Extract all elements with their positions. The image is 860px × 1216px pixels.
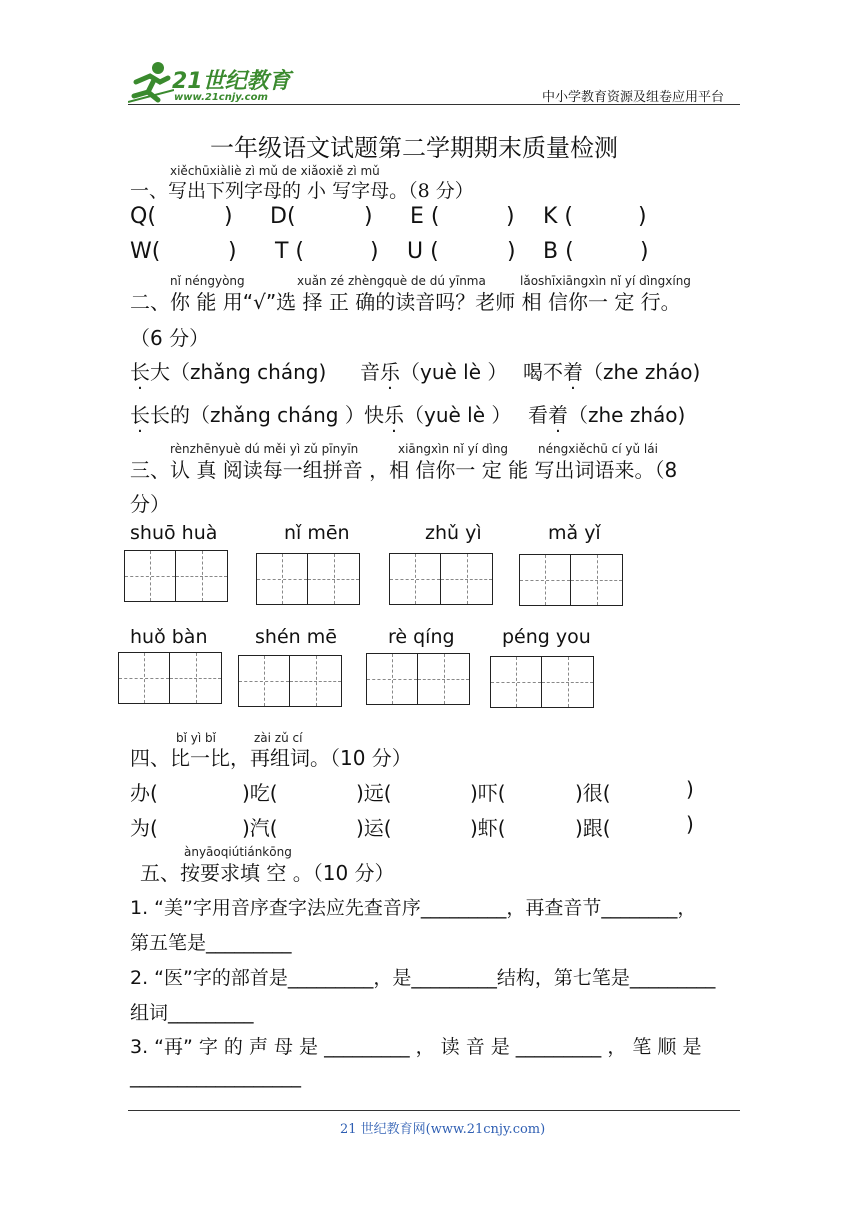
char-item: )远( (356, 781, 392, 805)
letter-label: E ( (410, 204, 440, 229)
s4-pinyin-2: zài zǔ cí (254, 731, 303, 745)
paren: ) (640, 239, 649, 264)
paren: ) (370, 239, 379, 264)
char-item: 办( (130, 781, 158, 805)
char-item: )运( (356, 816, 392, 840)
header-divider (128, 104, 740, 105)
char-item: )吃( (242, 781, 278, 805)
s2-heading: 二、你 能 用“√”选 择 正 确的读音吗？老师 相 信你一 定 行。 (130, 290, 681, 314)
s3-word-pinyin: péng you (502, 626, 591, 648)
char-item: )很( (575, 781, 611, 805)
writing-grid[interactable] (118, 652, 222, 704)
s2-points: （6 分） (130, 326, 210, 350)
writing-grid[interactable] (124, 550, 228, 602)
letter-label: Q( (130, 204, 156, 229)
paren: ) (507, 239, 516, 264)
s3-pinyin-1: rènzhēnyuè dú měi yì zǔ pīnyīn (170, 442, 359, 456)
s5-line: 1. “美”字用音序查字法应先查音序_________，再查音节________， (130, 897, 697, 919)
footer-divider (128, 1110, 740, 1111)
s3-pinyin-2: xiāngxìn nǐ yí dìng (398, 442, 509, 456)
logo-url: www.21cnjy.com (174, 92, 268, 103)
char-item: 为( (130, 816, 158, 840)
s2-item: 长长的（zhǎng cháng ） (130, 403, 365, 427)
s3-word-pinyin: shuō huà (130, 522, 218, 544)
letter-label: B ( (543, 239, 574, 264)
char-item: ) (686, 777, 694, 801)
s2-item: 看着（zhe zháo) (528, 403, 686, 427)
char-item: )汽( (242, 816, 278, 840)
s1-heading: 一、写出下列字母的 小 写字母。（8 分） (130, 180, 474, 202)
letter-label: D( (270, 204, 296, 229)
writing-grid[interactable] (256, 553, 360, 605)
s3-word-pinyin: huǒ bàn (130, 626, 208, 648)
s3-word-pinyin: mǎ yǐ (548, 522, 601, 544)
writing-grid[interactable] (238, 655, 342, 707)
paren: ) (364, 204, 373, 229)
writing-grid[interactable] (389, 553, 493, 605)
s5-line: 3. “再” 字 的 声 母 是 _________ ， 读 音 是 _________ ， 笔 顺 是 (130, 1036, 702, 1058)
writing-grid[interactable] (519, 554, 623, 606)
letter-label: W( (130, 239, 161, 264)
s3-heading: 三、认 真 阅读每一组拼音 ，相 信你一 定 能 写出词语来。（8 (130, 458, 678, 482)
char-item: )吓( (470, 781, 506, 805)
s2-item: 音乐（yuè lè ） (360, 360, 508, 384)
char-item: )跟( (575, 816, 611, 840)
s4-pinyin-1: bǐ yì bǐ (176, 731, 216, 745)
s5-line: 组词_________ (130, 1002, 254, 1024)
char-item: ) (686, 812, 694, 836)
s3-pinyin-3: néngxiěchū cí yǔ lái (538, 442, 658, 456)
s5-line: __________________ (130, 1066, 301, 1088)
s5-line: 2. “医”字的部首是_________，是_________结构，第七笔是_________ (130, 967, 716, 989)
logo-text: 21世纪教育 (172, 69, 291, 94)
s5-heading: 五、按要求填 空 。（10 分） (140, 861, 395, 885)
s4-heading: 四、比一比，再组词。（10 分） (130, 746, 412, 770)
s3-word-pinyin: shén mē (255, 626, 337, 648)
paren: ) (506, 204, 515, 229)
s2-item: 长大（zhǎng cháng) (130, 360, 327, 384)
writing-grid[interactable] (366, 653, 470, 705)
letter-label: K ( (543, 204, 574, 229)
s2-item: 喝不着（zhe zháo) (523, 360, 701, 384)
page-title: 一年级语文试题第二学期期末质量检测 (210, 134, 618, 162)
s2-pinyin-1: nǐ néngyòng (170, 274, 245, 288)
s3-word-pinyin: zhǔ yì (425, 522, 482, 544)
paren: ) (224, 204, 233, 229)
s2-pinyin-2: xuǎn zé zhèngquè de dú yīnma (297, 274, 486, 288)
s5-line: 第五笔是_________ (130, 932, 292, 954)
footer-text: 21 世纪教育网(www.21cnjy.com) (340, 1122, 546, 1137)
writing-grid[interactable] (490, 656, 594, 708)
s2-pinyin-3: lǎoshīxiāngxìn nǐ yí dìngxíng (520, 274, 691, 288)
paren: ) (638, 204, 647, 229)
paren: ) (228, 239, 237, 264)
s2-item: 快乐（yuè lè ） (364, 403, 512, 427)
s3-word-pinyin: rè qíng (388, 626, 455, 648)
s3-word-pinyin: nǐ mēn (284, 522, 350, 544)
s3-points: 分） (130, 492, 170, 516)
letter-label: T ( (275, 239, 305, 264)
char-item: )虾( (470, 816, 506, 840)
s5-pinyin: ànyāoqiútiánkōng (184, 845, 292, 859)
letter-label: U ( (407, 239, 439, 264)
runner-logo-icon (128, 60, 174, 104)
header-right-text: 中小学教育资源及组卷应用平台 (542, 90, 725, 105)
s1-pinyin: xiěchūxiàliè zì mǔ de xiǎoxiě zì mǔ (170, 164, 380, 178)
